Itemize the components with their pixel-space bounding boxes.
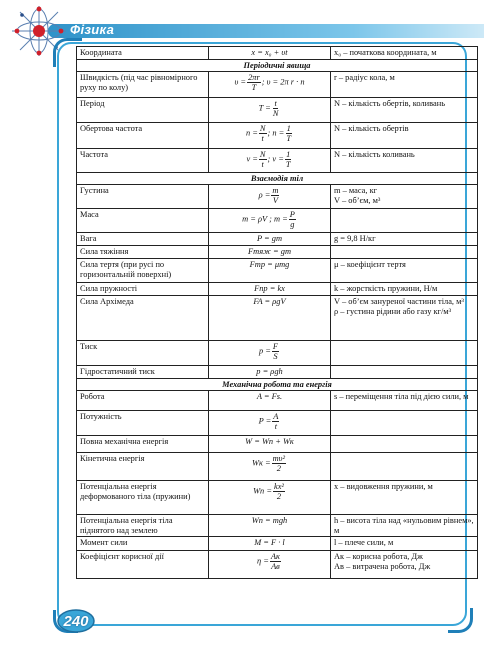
quantity-name-cell: Робота bbox=[77, 391, 209, 411]
table-row bbox=[77, 233, 478, 246]
fraction-denominator: t bbox=[261, 160, 264, 169]
fraction-denominator: t bbox=[261, 134, 264, 143]
formula-prefix: ν = bbox=[246, 154, 258, 164]
fraction-numerator: N bbox=[259, 124, 266, 133]
table-row bbox=[77, 259, 478, 283]
page-number-badge bbox=[56, 608, 96, 634]
quantity-name-cell: Вага bbox=[77, 233, 209, 246]
fraction-numerator: m bbox=[272, 186, 279, 195]
fraction bbox=[285, 124, 292, 143]
fraction bbox=[271, 186, 279, 205]
fraction-denominator: 2 bbox=[276, 492, 282, 501]
formula-text: FA = ρgV bbox=[253, 297, 286, 306]
formula-cell bbox=[209, 123, 331, 149]
formula-cell bbox=[209, 233, 331, 246]
formula-prefix: ρ = bbox=[258, 190, 271, 200]
quantity-name-cell: Сила Архімеда bbox=[77, 296, 209, 341]
quantity-name-cell: Повна механічна енергія bbox=[77, 436, 209, 453]
formula-cell bbox=[209, 149, 331, 173]
fraction-numerator: P bbox=[289, 210, 295, 219]
quantity-name-cell: Сила тяжіння bbox=[77, 246, 209, 259]
fraction-denominator: t bbox=[274, 422, 278, 431]
fraction bbox=[272, 99, 280, 118]
fraction bbox=[289, 210, 296, 229]
formula-text: M = F · l bbox=[254, 538, 285, 548]
formula-prefix: P = bbox=[258, 416, 272, 426]
table-row bbox=[77, 481, 478, 515]
formula-cell bbox=[209, 259, 331, 283]
page-number: 240 bbox=[63, 612, 89, 630]
formula-text: A = Fs. bbox=[256, 392, 283, 401]
fraction-numerator: 2πr bbox=[248, 73, 260, 82]
formula-cell bbox=[209, 436, 331, 453]
description-cell: N – кількість коливань bbox=[331, 149, 478, 173]
description-cell: x – видовження пружини, м bbox=[331, 481, 478, 515]
fraction bbox=[272, 342, 279, 361]
table-row bbox=[77, 98, 478, 123]
table-row bbox=[77, 366, 478, 379]
fraction bbox=[259, 150, 267, 169]
formula-text: Fпр = kx bbox=[254, 284, 285, 293]
table-row bbox=[77, 453, 478, 481]
quantity-name-cell: Сила тертя (при русі по горизонтальній поверхні) bbox=[77, 259, 209, 283]
fraction-denominator: 2 bbox=[276, 464, 281, 473]
formula-text: Fтр = μmg bbox=[249, 260, 290, 269]
formula-text: p = ρgh bbox=[256, 367, 283, 376]
quantity-name-cell: Тиск bbox=[77, 341, 209, 366]
formula-text: Wп = mgh bbox=[251, 516, 288, 525]
description-cell: g = 9,8 Н/кг bbox=[331, 233, 478, 246]
formula-cell bbox=[209, 411, 331, 436]
formula-prefix: m = ρV ; m = bbox=[242, 214, 288, 224]
table-row bbox=[77, 537, 478, 551]
fraction-denominator: T bbox=[285, 160, 291, 169]
section-title: Періодичні явища bbox=[77, 60, 478, 72]
formula-text: Fтяж = gm bbox=[247, 247, 292, 256]
formula-prefix: n = bbox=[245, 128, 258, 138]
table-row bbox=[77, 391, 478, 411]
formula-cell bbox=[209, 246, 331, 259]
table-row bbox=[77, 123, 478, 149]
quantity-name-cell: Потужність bbox=[77, 411, 209, 436]
formula-prefix: Wк = bbox=[251, 458, 271, 468]
formula-cell bbox=[209, 515, 331, 537]
fraction bbox=[247, 73, 261, 92]
quantity-name-cell: Період bbox=[77, 98, 209, 123]
section-header-row bbox=[77, 379, 478, 391]
fraction-denominator: g bbox=[290, 220, 295, 229]
description-cell bbox=[331, 453, 478, 481]
fraction bbox=[270, 552, 281, 571]
formula-text: P = gm bbox=[256, 234, 283, 243]
table-row bbox=[77, 296, 478, 341]
formula-prefix: η = bbox=[257, 556, 269, 566]
formula-cell bbox=[209, 453, 331, 481]
description-cell: s – переміщення тіла під дією сили, м bbox=[331, 391, 478, 411]
table-row bbox=[77, 47, 478, 60]
fraction-denominator: Aв bbox=[271, 562, 280, 572]
formula-cell bbox=[209, 47, 331, 60]
fraction-denominator: S bbox=[273, 352, 278, 361]
description-cell: Aк – корисна робота, Дж Aв – витрачена робота, Дж bbox=[331, 551, 478, 579]
fraction-denominator: N bbox=[272, 109, 279, 118]
quantity-name-cell: Потенціальна енергія деформованого тіла (пружини) bbox=[77, 481, 209, 515]
formula-cell bbox=[209, 341, 331, 366]
formula-cell bbox=[209, 296, 331, 341]
formula-cell bbox=[209, 283, 331, 296]
description-cell: k – жорсткість пружини, Н/м bbox=[331, 283, 478, 296]
fraction-numerator: A bbox=[273, 412, 279, 421]
description-cell bbox=[331, 366, 478, 379]
section-title: Механічна робота та енергія bbox=[77, 379, 478, 391]
formula-prefix: υ = bbox=[234, 77, 247, 87]
frame-corner-decoration bbox=[448, 608, 473, 633]
description-cell bbox=[331, 209, 478, 233]
fraction bbox=[273, 482, 285, 501]
formula-text: x = x₀ + υt bbox=[251, 48, 288, 57]
fraction-denominator: T bbox=[251, 83, 257, 92]
formula-cell bbox=[209, 98, 331, 123]
table-row bbox=[77, 209, 478, 233]
description-cell bbox=[331, 246, 478, 259]
quantity-name-cell: Густина bbox=[77, 185, 209, 209]
quantity-name-cell: Момент сили bbox=[77, 537, 209, 551]
section-header-row bbox=[77, 173, 478, 185]
quantity-name-cell: Сила пружності bbox=[77, 283, 209, 296]
fraction-numerator: F bbox=[272, 342, 279, 351]
fraction bbox=[285, 150, 292, 169]
quantity-name-cell: Швидкість (під час рівномірного руху по колу) bbox=[77, 72, 209, 98]
quantity-name-cell: Координата bbox=[77, 47, 209, 60]
formula-suffix: ; υ = 2π r · n bbox=[261, 77, 305, 87]
table-row bbox=[77, 185, 478, 209]
description-cell bbox=[331, 436, 478, 453]
formula-prefix: T = bbox=[258, 103, 271, 113]
formula-cell bbox=[209, 551, 331, 579]
description-cell: x₀ – початкова координата, м bbox=[331, 47, 478, 60]
fraction-numerator: kx² bbox=[273, 482, 284, 491]
fraction bbox=[272, 412, 279, 431]
formula-suffix: ; ν = bbox=[267, 154, 284, 164]
fraction bbox=[259, 124, 267, 143]
table-row bbox=[77, 149, 478, 173]
formula-table bbox=[76, 46, 478, 579]
quantity-name-cell: Маса bbox=[77, 209, 209, 233]
table-row bbox=[77, 436, 478, 453]
table-row bbox=[77, 72, 478, 98]
fraction-numerator: 1 bbox=[286, 150, 291, 159]
description-cell bbox=[331, 341, 478, 366]
fraction-numerator: Aк bbox=[270, 552, 280, 562]
formula-cell bbox=[209, 481, 331, 515]
quantity-name-cell: Гідростатичний тиск bbox=[77, 366, 209, 379]
formula-text: W = Wп + Wк bbox=[245, 437, 294, 446]
description-cell: N – кількість обертів bbox=[331, 123, 478, 149]
formula-cell bbox=[209, 391, 331, 411]
description-cell: V – об’єм зануреної частини тіла, м³ ρ – густина рідини або газу кг/м³ bbox=[331, 296, 478, 341]
description-cell: m – маса, кг V – об’єм, м³ bbox=[331, 185, 478, 209]
fraction-numerator: t bbox=[274, 99, 277, 108]
description-cell bbox=[331, 411, 478, 436]
fraction bbox=[272, 454, 286, 473]
table-row bbox=[77, 341, 478, 366]
quantity-name-cell: Коефіцієнт корисної дії bbox=[77, 551, 209, 579]
description-cell: N – кількість обертів, коливань bbox=[331, 98, 478, 123]
quantity-name-cell: Кінетична енергія bbox=[77, 453, 209, 481]
formula-cell bbox=[209, 366, 331, 379]
formula-prefix: p = bbox=[258, 346, 271, 356]
formula-cell bbox=[209, 185, 331, 209]
description-cell: r – радіус кола, м bbox=[331, 72, 478, 98]
fraction-denominator: V bbox=[272, 196, 278, 205]
fraction-denominator: T bbox=[286, 134, 292, 143]
table-row bbox=[77, 411, 478, 436]
fraction-numerator: N bbox=[259, 150, 266, 159]
formula-suffix: ; n = bbox=[267, 128, 285, 138]
description-cell: μ – коефіцієнт тертя bbox=[331, 259, 478, 283]
description-cell: l – плече сили, м bbox=[331, 537, 478, 551]
quantity-name-cell: Обертова частота bbox=[77, 123, 209, 149]
table-row bbox=[77, 246, 478, 259]
table-row bbox=[77, 283, 478, 296]
fraction-numerator: mυ² bbox=[272, 454, 286, 463]
table-row bbox=[77, 551, 478, 579]
fraction-numerator: 1 bbox=[286, 124, 291, 133]
section-header-row bbox=[77, 60, 478, 72]
quantity-name-cell: Потенціальна енергія тіла піднятого над землею bbox=[77, 515, 209, 537]
formula-prefix: Wп = bbox=[253, 486, 272, 496]
formula-cell bbox=[209, 209, 331, 233]
quantity-name-cell: Частота bbox=[77, 149, 209, 173]
formula-cell bbox=[209, 537, 331, 551]
description-cell: h – висота тіла над «нульовим рівнем», м bbox=[331, 515, 478, 537]
table-row bbox=[77, 515, 478, 537]
section-title: Взаємодія тіл bbox=[77, 173, 478, 185]
formula-cell bbox=[209, 72, 331, 98]
book-title: Фізика bbox=[70, 22, 115, 37]
